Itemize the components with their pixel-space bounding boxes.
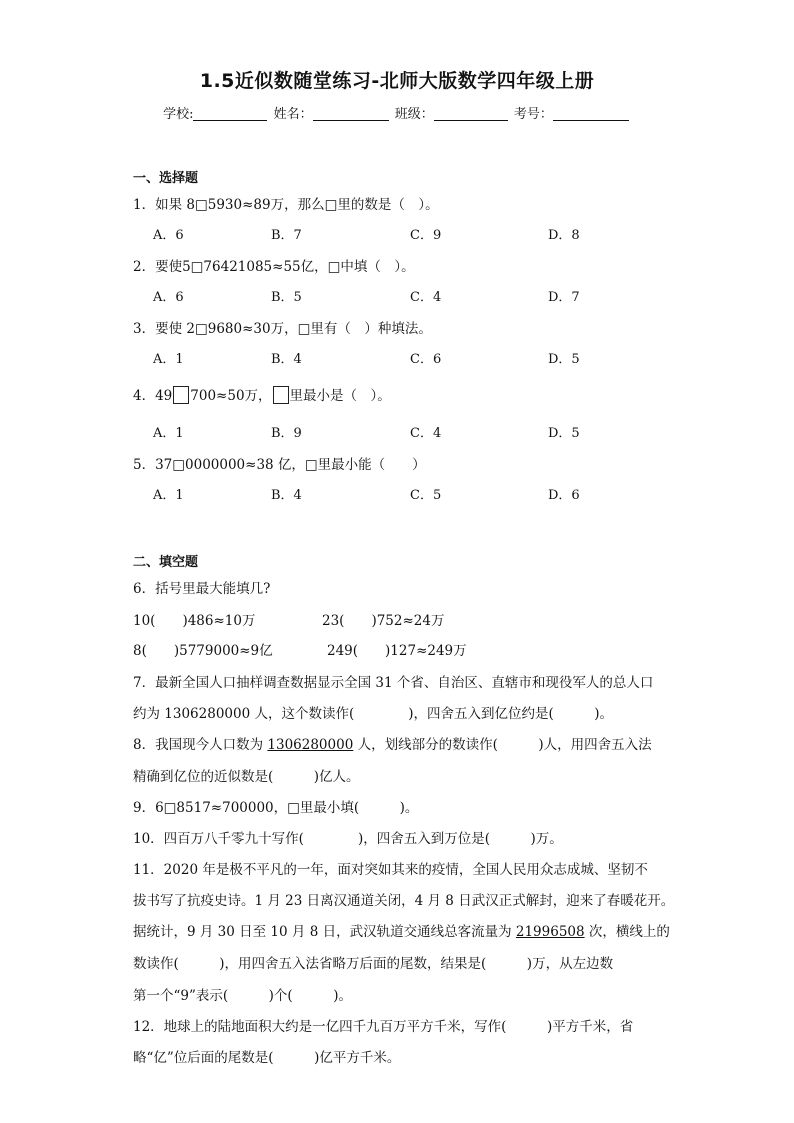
question-6: 6．括号里最大能填几? [133, 581, 271, 597]
q1-option-c: C．9 [410, 228, 442, 243]
q3-option-b: B．4 [271, 352, 302, 367]
question-7-line-1: 7．最新全国人口抽样调查数据显示全国 31 个省、自治区、直辖市和现役军人的总人口 [133, 675, 654, 691]
question-11-line-4: 数读作( )，用四舍五入法省略万后面的尾数，结果是( )万，从左边数 [133, 956, 614, 972]
question-11-line-3 [133, 920, 670, 940]
question-8-line-1 [133, 733, 652, 753]
q11-underlined-number: 21996508 [515, 924, 585, 940]
question-12-line-2: 略“亿”位后面的尾数是( )亿平方千米。 [133, 1050, 401, 1066]
question-4 [133, 384, 391, 404]
question-8-line-2: 精确到亿位的近似数是( )亿人。 [133, 769, 360, 785]
q4-option-c: C．4 [410, 426, 442, 441]
question-11-line-5: 第一个“9”表示( )个( )。 [133, 988, 352, 1004]
exam-no-blank [553, 106, 629, 121]
q3-option-c: C．6 [410, 352, 442, 367]
name-label: 姓名： [273, 107, 313, 122]
school-label: 学校: [163, 107, 194, 122]
page-title: 1.5近似数随堂练习-北师大版数学四年级上册 [199, 70, 595, 92]
q2-option-d: D．7 [548, 290, 580, 305]
q1-option-d: D．8 [548, 228, 580, 243]
section-heading-choice: 一、选择题 [133, 171, 199, 186]
class-blank [434, 106, 508, 121]
q5-option-d: D．6 [548, 488, 580, 503]
question-2: 2．要使5□76421085≈55亿，□中填（ ）。 [133, 259, 415, 275]
q8-text-post: 人，划线部分的数读作( )人，用四舍五入法 [353, 737, 652, 753]
q4-option-a: A．1 [153, 426, 184, 441]
question-1: 1．如果 8□5930≈89万，那么□里的数是（ ）。 [133, 197, 439, 213]
class-label: 班级： [394, 107, 434, 122]
q4-option-b: B．9 [271, 426, 302, 441]
q4-option-d: D．5 [548, 426, 580, 441]
q2-option-a: A．6 [153, 290, 184, 305]
q6-item-2: 23( )752≈24万 [322, 613, 445, 629]
name-blank [313, 106, 389, 121]
question-11-line-2: 拔书写了抗疫史诗。1 月 23 日离汉通道关闭，4 月 8 日武汉正式解封，迎来了春暖花开。 [133, 893, 675, 909]
q11-text-post: 次，横线上的 [584, 924, 670, 940]
q4-text-mid: 700≈50万， [190, 388, 272, 404]
question-11-line-1: 11．2020 年是极不平凡的一年，面对突如其来的疫情，全国人民用众志成城、坚韧不 [133, 862, 648, 878]
question-9: 9．6□8517≈700000，□里最小填( )。 [133, 800, 419, 816]
q8-text-pre: 8．我国现今人口数为 [133, 737, 268, 753]
q11-text-pre: 据统计，9 月 30 日至 10 月 8 日，武汉轨道交通线总客流量为 [133, 924, 516, 940]
exam-no-label: 考号： [513, 107, 553, 122]
q8-underlined-number: 1306280000 [267, 737, 354, 753]
q3-option-a: A．1 [153, 352, 184, 367]
q6-item-1: 10( )486≈10万 [133, 613, 256, 629]
question-12-line-1: 12．地球上的陆地面积大约是一亿四千九百万平方千米，写作( )平方千米，省 [133, 1019, 634, 1035]
question-10: 10．四百万八千零九十写作( )，四舍五入到万位是( )万。 [133, 831, 563, 847]
question-3: 3．要使 2□9680≈30万，□里有（ ）种填法。 [133, 321, 432, 337]
q4-text-post: 里最小是（ ）。 [289, 388, 391, 404]
question-7-line-2: 约为 1306280000 人，这个数读作( )，四舍五入到亿位约是( )。 [133, 706, 614, 722]
q2-option-b: B．5 [271, 290, 302, 305]
answer-box [273, 386, 289, 404]
q5-option-c: C．5 [410, 488, 442, 503]
school-blank [193, 106, 267, 121]
q5-option-b: B．4 [271, 488, 302, 503]
q3-option-d: D．5 [548, 352, 580, 367]
q1-option-a: A．6 [153, 228, 184, 243]
q1-option-b: B．7 [271, 228, 302, 243]
q5-option-a: A．1 [153, 488, 184, 503]
q6-item-3: 8( )5779000≈9亿 [133, 643, 273, 659]
answer-box [173, 386, 189, 404]
q4-text-pre: 4．49 [133, 388, 173, 404]
student-info-line [0, 103, 794, 122]
q6-item-4: 249( )127≈249万 [327, 643, 467, 659]
section-heading-fill: 二、填空题 [133, 555, 199, 570]
q2-option-c: C．4 [410, 290, 442, 305]
question-5: 5．37□0000000≈38 亿，□里最小能（ ） [133, 457, 426, 473]
